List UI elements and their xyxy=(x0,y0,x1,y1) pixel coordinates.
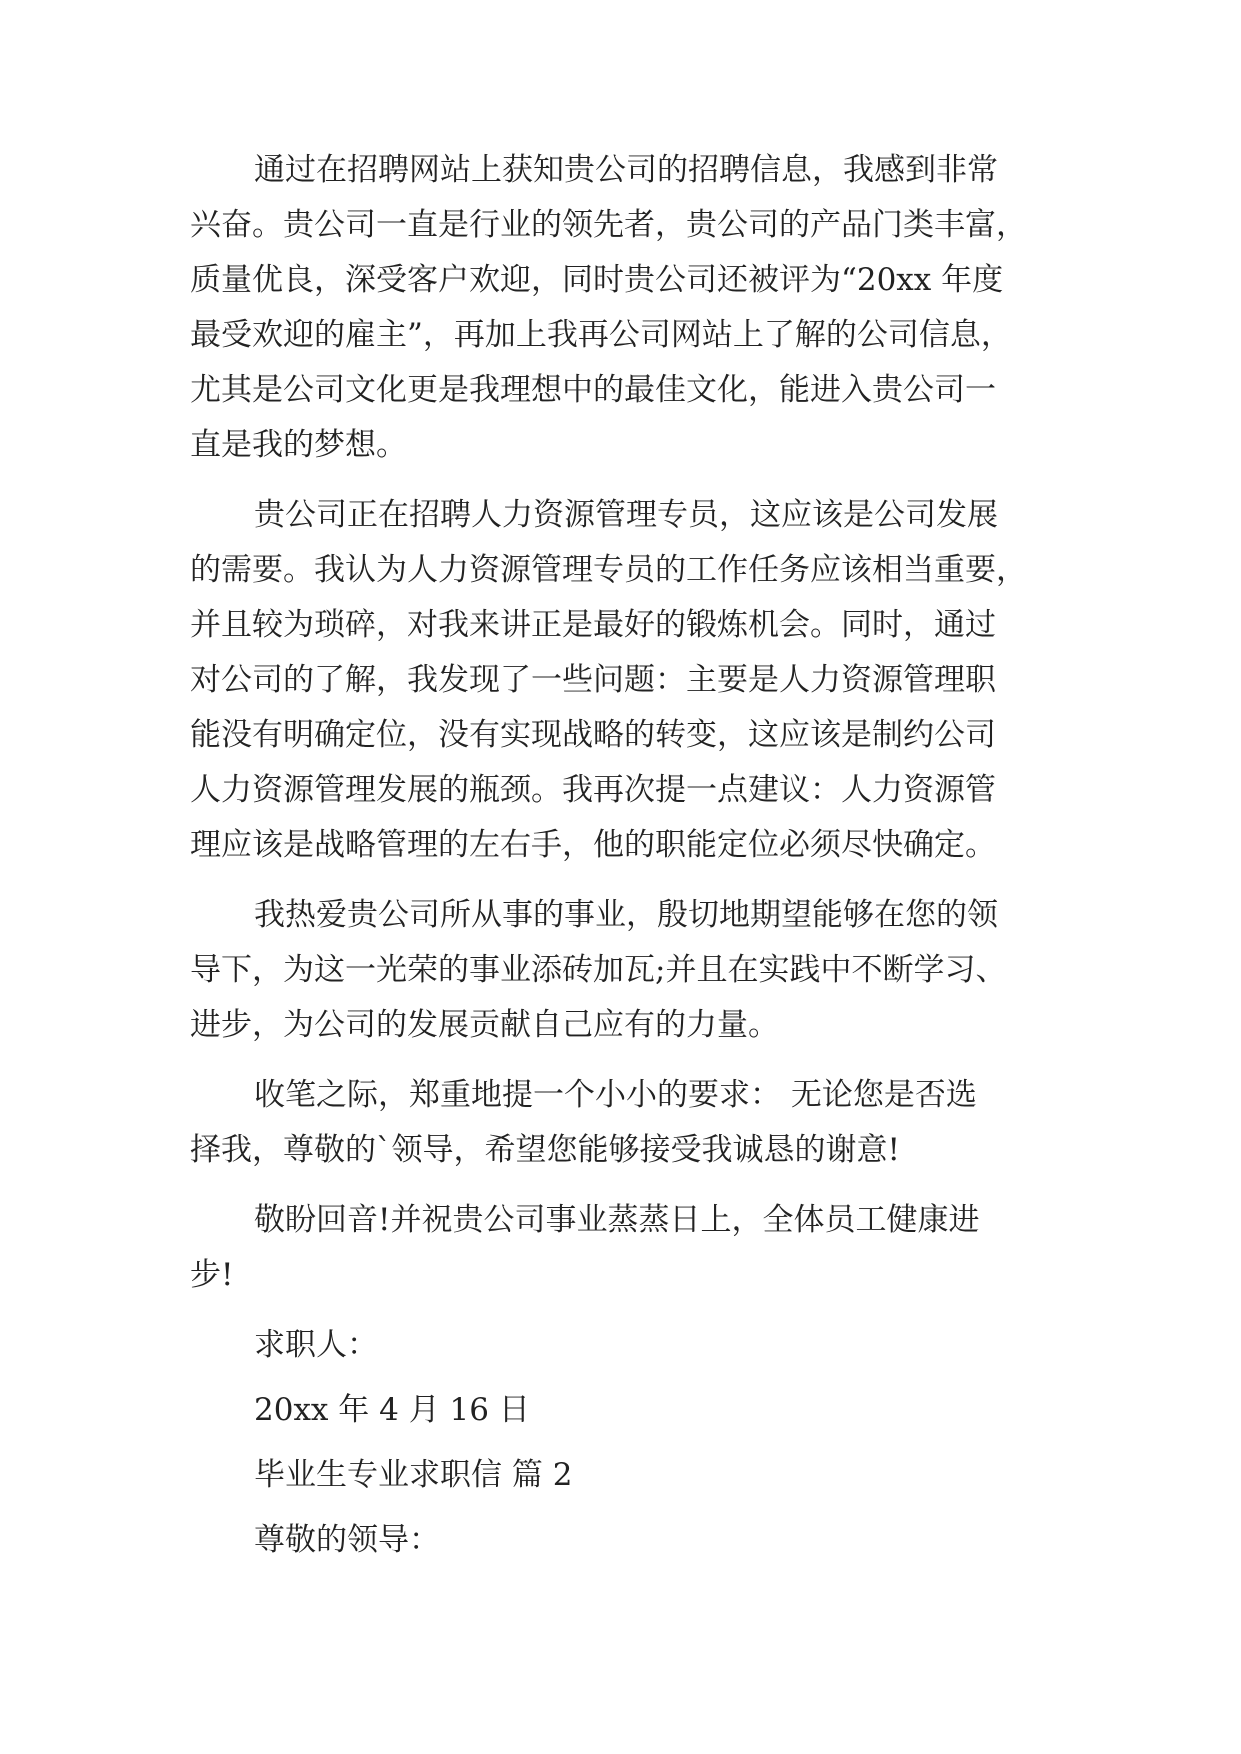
paragraph-line: 最受欢迎的雇主”，再加上我再公司网站上了解的公司信息， xyxy=(190,317,1012,353)
paragraph-line: 通过在招聘网站上获知贵公司的招聘信息，我感到非常 xyxy=(254,152,998,188)
paragraph-line: 能没有明确定位，没有实现战略的转变，这应该是制约公司 xyxy=(190,717,996,753)
paragraph-line: 我热爱贵公司所从事的事业，殷切地期望能够在您的领 xyxy=(254,897,998,933)
paragraph-line: 择我，尊敬的`领导，希望您能够接受我诚恳的谢意! xyxy=(190,1132,900,1168)
paragraph-line: 对公司的了解，我发现了一些问题：主要是人力资源管理职 xyxy=(190,662,996,698)
paragraph-line: 步! xyxy=(190,1257,234,1293)
paragraph-line: 并且较为琐碎，对我来讲正是最好的锻炼机会。同时，通过 xyxy=(190,607,996,643)
paragraph-line: 的需要。我认为人力资源管理专员的工作任务应该相当重要， xyxy=(190,552,1027,588)
paragraph-line: 直是我的梦想。 xyxy=(190,427,407,463)
letter-date: 20xx 年 4 月 16 日 xyxy=(254,1392,530,1428)
paragraph-line: 贵公司正在招聘人力资源管理专员，这应该是公司发展 xyxy=(254,497,998,533)
paragraph-line: 收笔之际，郑重地提一个小小的要求： 无论您是否选 xyxy=(254,1077,977,1113)
paragraph-line: 质量优良，深受客户欢迎，同时贵公司还被评为“20xx 年度 xyxy=(190,262,1004,298)
paragraph-line: 尤其是公司文化更是我理想中的最佳文化，能进入贵公司一 xyxy=(190,372,996,408)
paragraph-line: 进步，为公司的发展贡献自己应有的力量。 xyxy=(190,1007,779,1043)
salutation: 尊敬的领导： xyxy=(254,1522,440,1558)
paragraph-line: 理应该是战略管理的左右手，他的职能定位必须尽快确定。 xyxy=(190,827,996,863)
paragraph-line: 导下，为这一光荣的事业添砖加瓦;并且在实践中不断学习、 xyxy=(190,952,1007,988)
paragraph-line: 兴奋。贵公司一直是行业的领先者，贵公司的产品门类丰富， xyxy=(190,207,1027,243)
paragraph-line: 人力资源管理发展的瓶颈。我再次提一点建议：人力资源管 xyxy=(190,772,996,808)
applicant-label: 求职人： xyxy=(254,1327,378,1363)
next-letter-title: 毕业生专业求职信 篇 2 xyxy=(254,1457,573,1493)
paragraph-line: 敬盼回音!并祝贵公司事业蒸蒸日上，全体员工健康进 xyxy=(254,1202,980,1238)
